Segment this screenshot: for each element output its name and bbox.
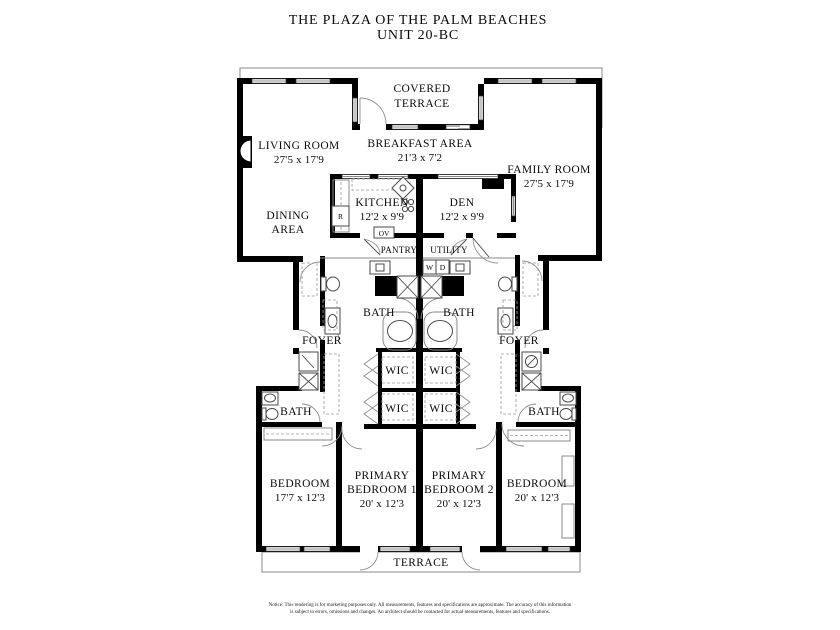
toilet-right [499, 277, 512, 291]
title-line-1: THE PLAZA OF THE PALM BEACHES [288, 13, 548, 28]
label-foyer-left: FOYER [302, 335, 342, 347]
label-den: DEN [449, 197, 475, 209]
label-kitchen: KITCHEN [355, 197, 409, 209]
disclaimer-line-2: is subject to errors, omissions and changes. An architect should be contacted for actual measurements, features and specifications. [290, 610, 550, 615]
label-bedroom-right: BEDROOM [506, 478, 568, 490]
label-bath-small-right: BATH [528, 406, 560, 418]
dims-bedroom-right: 20' x 12'3 [514, 492, 560, 504]
label-washer: W [425, 263, 434, 272]
plan-title [289, 13, 548, 43]
title-line-2: UNIT 20-BC [376, 28, 460, 43]
disclaimer-line-1: Notice: This rendering is for marketing purposes only. All measurements, features and specifications are approximate. The accuracy of this information [268, 603, 572, 608]
label-breakfast-area: BREAKFAST AREA [367, 138, 473, 150]
label-primary2-2: BEDROOM 2 [424, 484, 494, 496]
dims-den: 12'2 x 9'9 [439, 211, 485, 223]
label-refrigerator: R [337, 212, 344, 221]
label-wic-3: WIC [385, 403, 409, 415]
dims-bedroom-left: 17'7 x 12'3 [274, 492, 326, 504]
label-utility: UTILITY [430, 245, 468, 255]
label-bedroom-left: BEDROOM [269, 478, 331, 490]
sink-left [328, 315, 337, 328]
disclaimer [269, 603, 572, 615]
label-covered-terrace-1: COVERED [393, 83, 451, 95]
dims-family-room: 27'5 x 17'9 [523, 178, 575, 190]
dims-breakfast-area: 21'3 x 7'2 [397, 152, 443, 164]
fireplace [237, 136, 252, 168]
dims-kitchen: 12'2 x 9'9 [359, 211, 405, 223]
label-family-room: FAMILY ROOM [507, 164, 591, 176]
label-primary2-1: PRIMARY [431, 470, 487, 482]
label-primary1-1: PRIMARY [354, 470, 410, 482]
label-bath-right: BATH [443, 307, 475, 319]
label-foyer-right: FOYER [499, 335, 539, 347]
label-pantry: PANTRY [380, 245, 418, 255]
label-bath-left: BATH [363, 307, 395, 319]
tub-right [428, 321, 453, 342]
label-wic-1: WIC [385, 365, 409, 377]
label-dining-1: DINING [266, 210, 310, 222]
label-bath-small-left: BATH [280, 406, 312, 418]
label-dining-2: AREA [271, 224, 305, 236]
room-labels [258, 83, 590, 569]
label-terrace: TERRACE [393, 557, 449, 569]
dims-primary1: 20' x 12'3 [359, 498, 405, 510]
label-dryer: D [439, 263, 446, 272]
label-wic-2: WIC [429, 365, 453, 377]
dims-primary2: 20' x 12'3 [436, 498, 482, 510]
label-wic-4: WIC [429, 403, 453, 415]
tub-left [388, 321, 413, 342]
label-oven: OV [378, 229, 390, 238]
label-living-room: LIVING ROOM [258, 140, 340, 152]
toilet-left [327, 277, 340, 291]
sink-right [501, 315, 510, 328]
label-covered-terrace-2: TERRACE [394, 98, 450, 110]
label-primary1-2: BEDROOM 1 [347, 484, 417, 496]
dims-living-room: 27'5 x 17'9 [273, 154, 325, 166]
